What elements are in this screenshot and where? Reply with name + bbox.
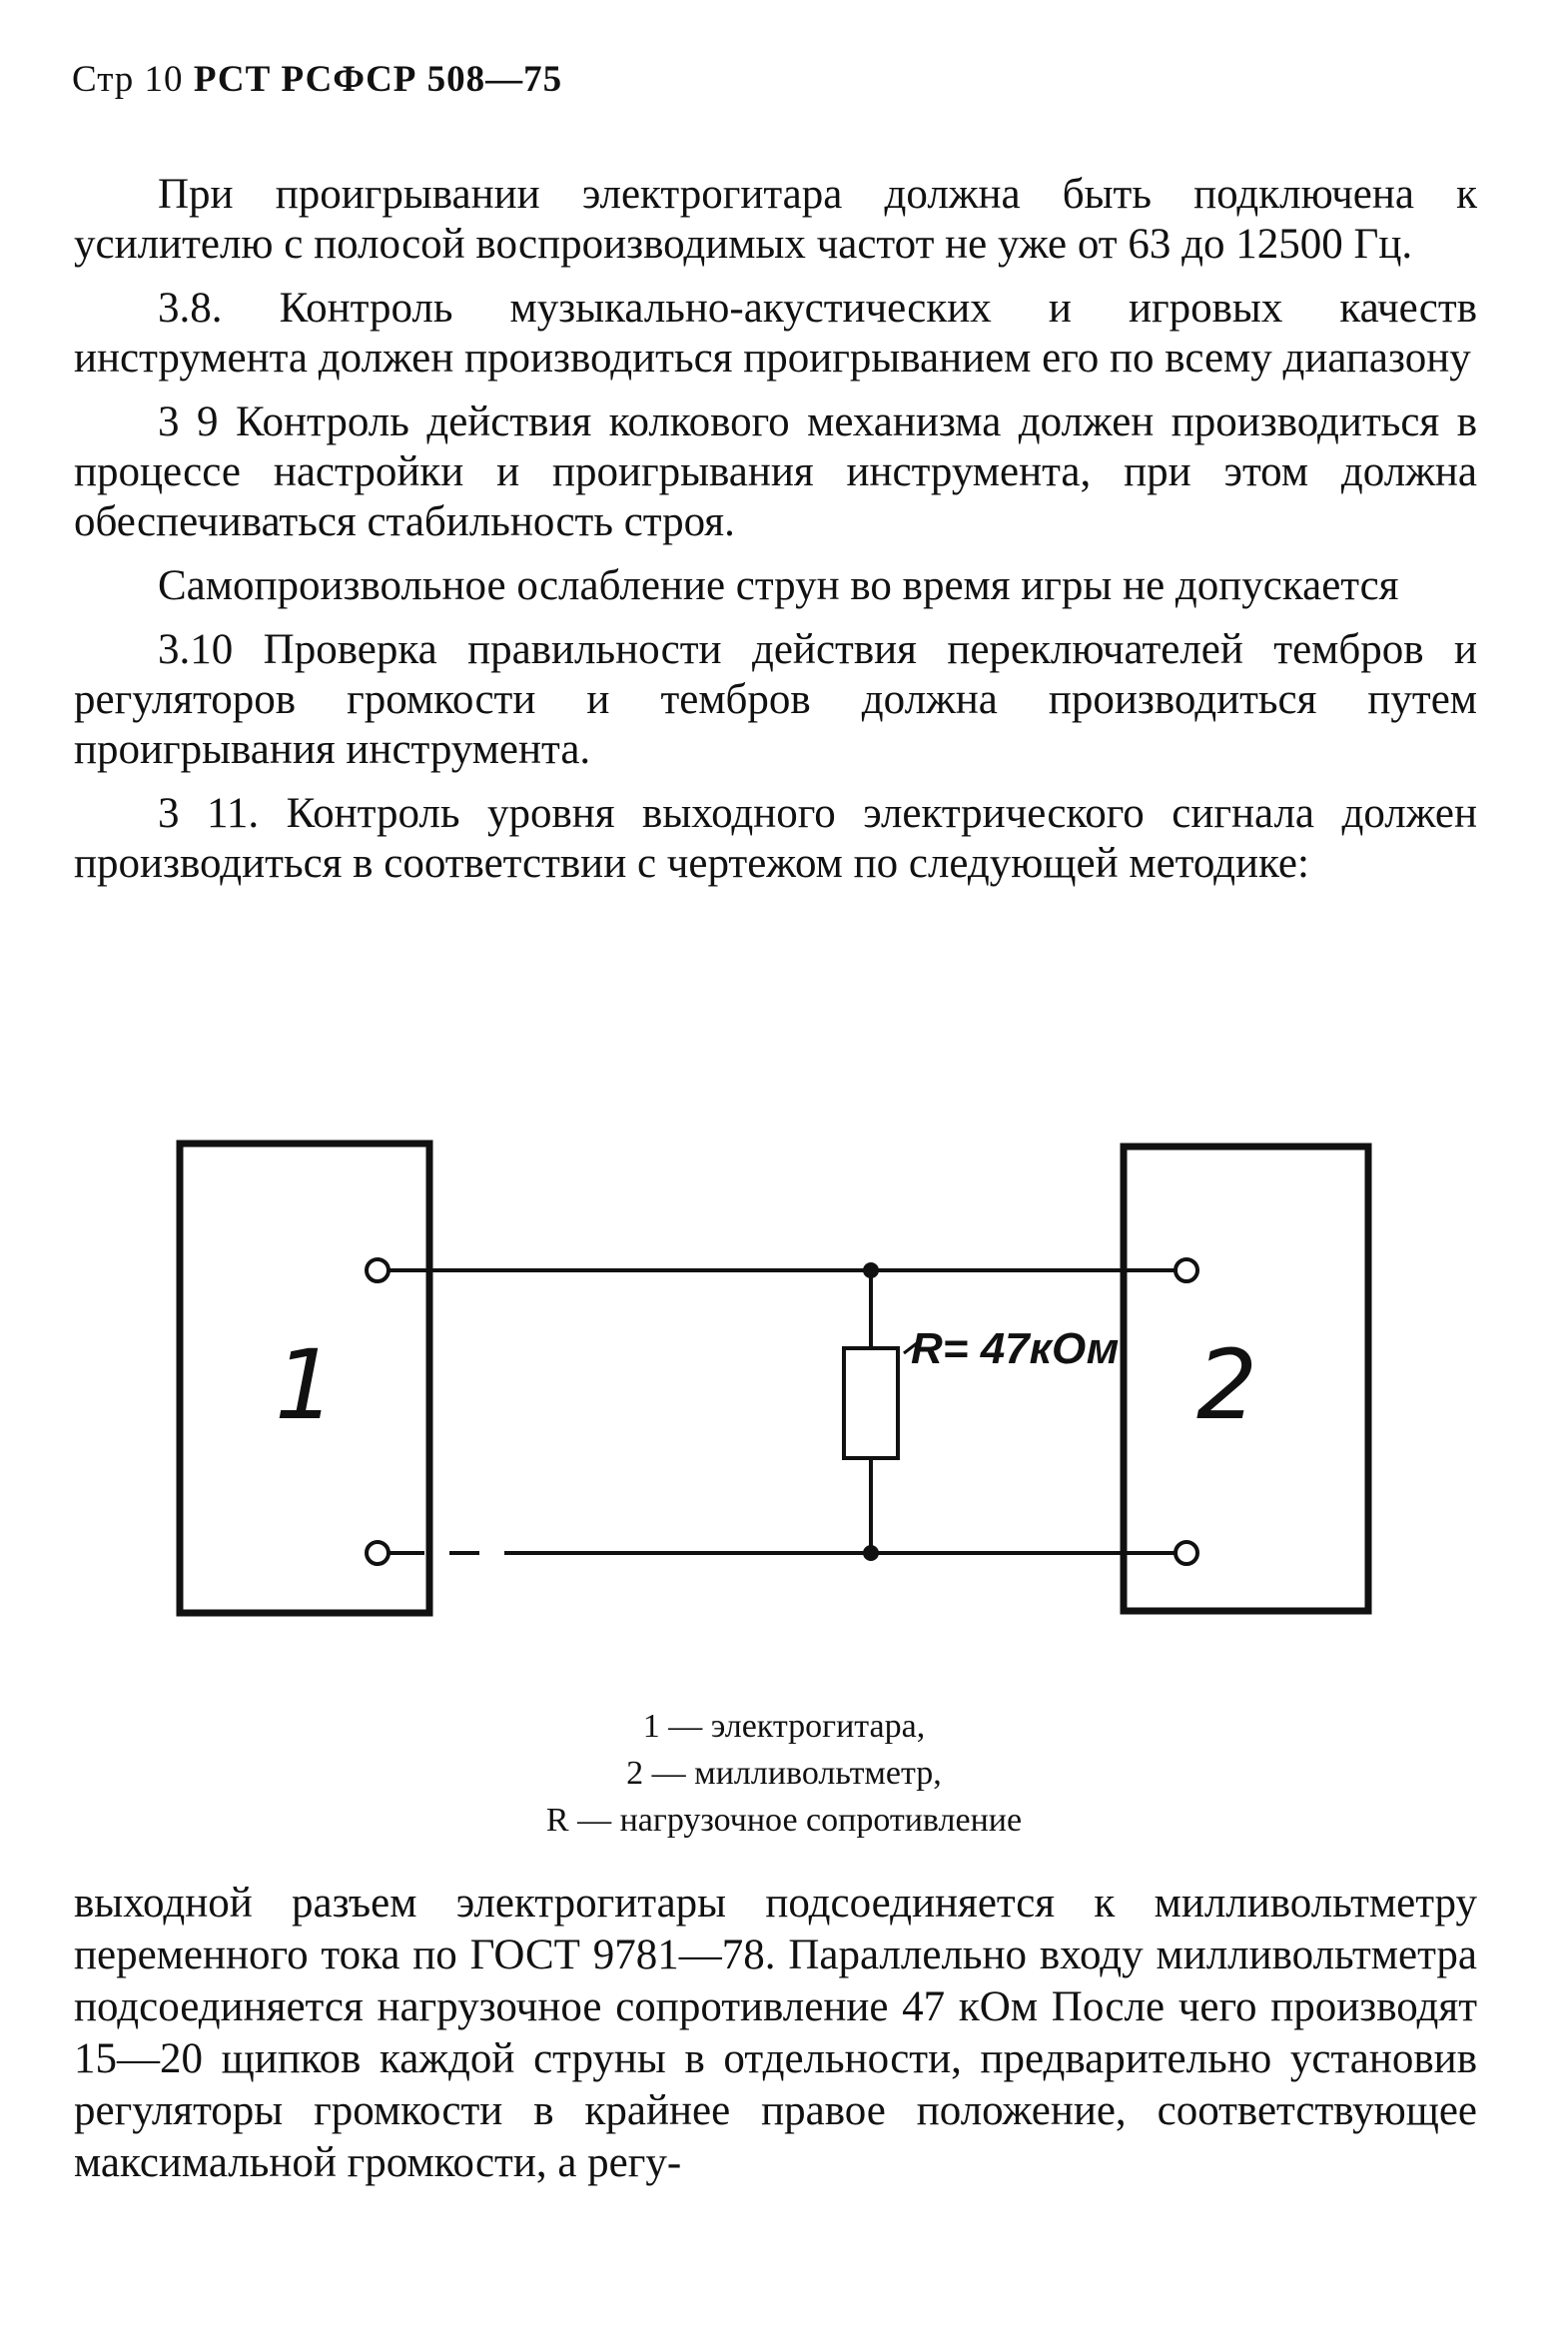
terminal-right-top xyxy=(1176,1259,1197,1281)
block-label-2: 2 xyxy=(1196,1329,1258,1441)
standard-id: РСТ РСФСР 508—75 xyxy=(193,59,563,100)
legend-item-1: 1 — электрогитара, xyxy=(642,1708,926,1745)
figure-legend xyxy=(0,1703,1568,1844)
legend-item-2: 2 — милливольтметр, xyxy=(626,1755,942,1792)
block-label-1: 1 xyxy=(275,1329,337,1441)
body-text-top xyxy=(74,170,1477,903)
paragraph: При проигрывании электрогитара должна быть подключена к усилителю с полосой воспроизводимых частот не уже от 63 до 12500 Гц. xyxy=(74,171,1477,268)
legend-item-r: R — нагрузочное сопротивление xyxy=(545,1802,1023,1839)
resistor xyxy=(844,1348,898,1458)
resistor-label: R= 47кОм xyxy=(911,1324,1120,1373)
paragraph: Самопроизвольное ослабление струн во время игры не допускается xyxy=(158,562,1399,609)
paragraph-3-8: 3.8. Контроль музыкально-акустических и игровых качеств инструмента должен производиться проигрыванием его по всему диапазону xyxy=(74,285,1477,382)
paragraph-3-9: 3 9 Контроль действия колкового механизма должен производиться в процессе настройки и проигрывания инструмента, при этом должна обеспечиваться стабильность строя. xyxy=(74,398,1477,545)
body-text-bottom xyxy=(74,1878,1477,2203)
paragraph-continuation: выходной разъем электрогитары подсоединяется к милливольтметру переменного тока по ГОСТ 9781—78. Параллельно входу милливольтметра подсоединяется нагрузочное сопротивление 47 кОм После чего производят 15—20 щипков каждой струны в отдельности, предварительно установив регуляторы громкости в крайнее правое положение, соответствующее максимальной громкости, а регу- xyxy=(74,1880,1477,2186)
terminal-left-top xyxy=(367,1259,389,1281)
paragraph-3-11: 3 11. Контроль уровня выходного электрического сигнала должен производиться в соответствии с чертежом по следующей методике: xyxy=(74,790,1477,887)
circuit-diagram xyxy=(160,1119,1418,1638)
terminal-right-bottom xyxy=(1176,1542,1197,1564)
terminal-left-bottom xyxy=(367,1542,389,1564)
paragraph-3-10: 3.10 Проверка правильности действия переключателей тембров и регуляторов громкости и тембров должна производиться путем проигрывания инструмента. xyxy=(74,626,1477,773)
page-header xyxy=(72,58,562,101)
page-number: Стр 10 xyxy=(72,59,184,100)
